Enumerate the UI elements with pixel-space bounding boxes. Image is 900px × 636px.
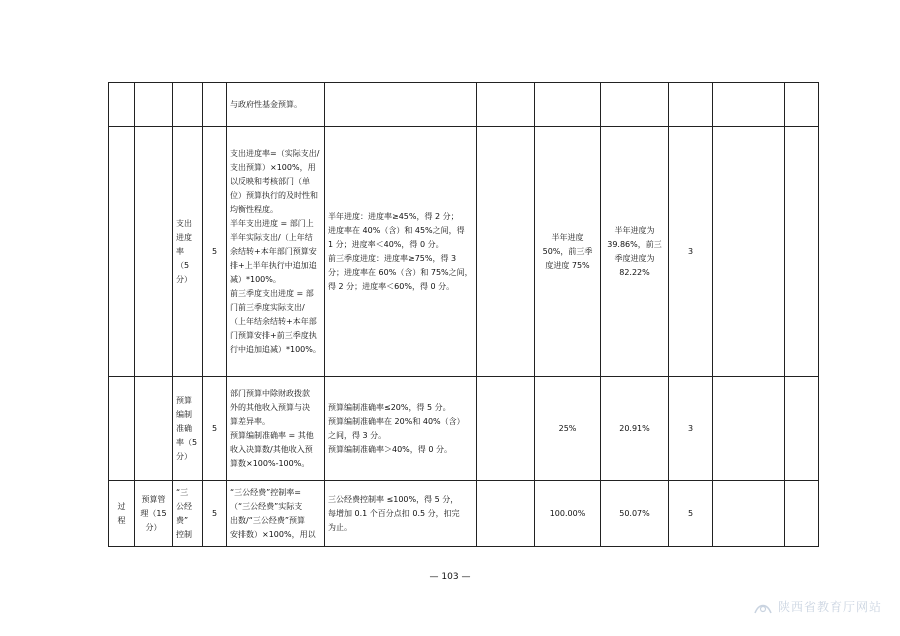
evaluation-table	[108, 82, 819, 547]
cell-standard: 预算编制准确率≤20%，得 5 分。 预算编制准确率在 20%和 40%（含） 之间，得 3 分。 预算编制准确率＞40%，得 0 分。	[325, 377, 477, 481]
cell-level2-empty	[135, 83, 173, 127]
cell-level1: 过 程	[109, 481, 135, 547]
table-row-budget-accuracy	[109, 377, 819, 481]
cell-level1-empty	[109, 377, 135, 481]
cell-blank-c	[785, 377, 819, 481]
cell-score-empty	[669, 83, 713, 127]
site-watermark	[753, 598, 882, 615]
cell-blank-a	[477, 127, 535, 377]
cell-blank-c	[785, 127, 819, 377]
table-row-continuation	[109, 83, 819, 127]
cell-blank-b	[713, 127, 785, 377]
cell-target: 100.00%	[535, 481, 601, 547]
cell-level1-empty	[109, 127, 135, 377]
cell-standard: 半年进度：进度率≥45%，得 2 分； 进度率在 40%（含）和 45%之间，得 1 分；进度率＜40%，得 0 分。 前三季度进度：进度率≥75%，得 3 分；进度率在 60%（含）和 75%之间， 得 2 分；进度率＜60%，得 0 分。	[325, 127, 477, 377]
cell-blank-c	[785, 481, 819, 547]
cell-level2-empty	[135, 377, 173, 481]
cell-actual: 20.91%	[601, 377, 669, 481]
cell-blank-b	[713, 481, 785, 547]
table-row-three-public-expenses	[109, 481, 819, 547]
cell-standard-empty	[325, 83, 477, 127]
cell-level1-empty	[109, 83, 135, 127]
cell-blank-c	[785, 83, 819, 127]
cell-weight: 5	[203, 377, 227, 481]
cell-indicator-empty	[173, 83, 203, 127]
cell-indicator: 预算 编制 准确 率（5 分）	[173, 377, 203, 481]
table-row-expenditure-progress	[109, 127, 819, 377]
cell-blank-a	[477, 377, 535, 481]
page-number: — 103 —	[429, 572, 471, 582]
cell-indicator: “三 公经 费” 控制	[173, 481, 203, 547]
cell-weight-empty	[203, 83, 227, 127]
cell-target: 半年进度 50%，前三季 度进度 75%	[535, 127, 601, 377]
cell-blank-a	[477, 83, 535, 127]
cell-description: 支出进度率=（实际支出/ 支出预算）×100%，用 以反映和考核部门（单 位）预算执行的及时性和 均衡性程度。 半年支出进度 = 部门上 半年实际支出/（上年结 余结转+本年部门预算安 排+上半年执行中追加追 减）*100%。 前三季度支出进度 = 部 门前三季度实际支出/ （上年结余结转+本年部 门预算安排+前三季度执 行中追加追减）*100%。	[227, 127, 325, 377]
cell-target: 25%	[535, 377, 601, 481]
cell-score: 5	[669, 481, 713, 547]
cell-level2: 预算管 理（15 分）	[135, 481, 173, 547]
cell-score: 3	[669, 377, 713, 481]
cell-indicator: 支出 进度 率 （5 分）	[173, 127, 203, 377]
cell-actual: 半年进度为 39.86%，前三 季度进度为 82.22%	[601, 127, 669, 377]
cell-description: 部门预算中除财政拨款 外的其他收入预算与决 算差异率。 预算编制准确率 = 其他 收入决算数/其他收入预 算数×100%-100%。	[227, 377, 325, 481]
cell-blank-b	[713, 377, 785, 481]
cell-score: 3	[669, 127, 713, 377]
cell-weight: 5	[203, 481, 227, 547]
cell-blank-b	[713, 83, 785, 127]
cell-description: “三公经费”控制率= （“三公经费”实际支 出数/“三公经费”预算 安排数）×100%，用以	[227, 481, 325, 547]
cell-actual: 50.07%	[601, 481, 669, 547]
cell-description: 与政府性基金预算。	[227, 83, 325, 127]
cell-blank-a	[477, 481, 535, 547]
cell-weight: 5	[203, 127, 227, 377]
cell-actual-empty	[601, 83, 669, 127]
emblem-icon	[753, 601, 773, 615]
cell-level2-empty	[135, 127, 173, 377]
cell-target-empty	[535, 83, 601, 127]
watermark-text: 陕西省教育厅网站	[777, 600, 882, 614]
cell-standard: 三公经费控制率 ≤100%，得 5 分， 每增加 0.1 个百分点扣 0.5 分，扣完 为止。	[325, 481, 477, 547]
